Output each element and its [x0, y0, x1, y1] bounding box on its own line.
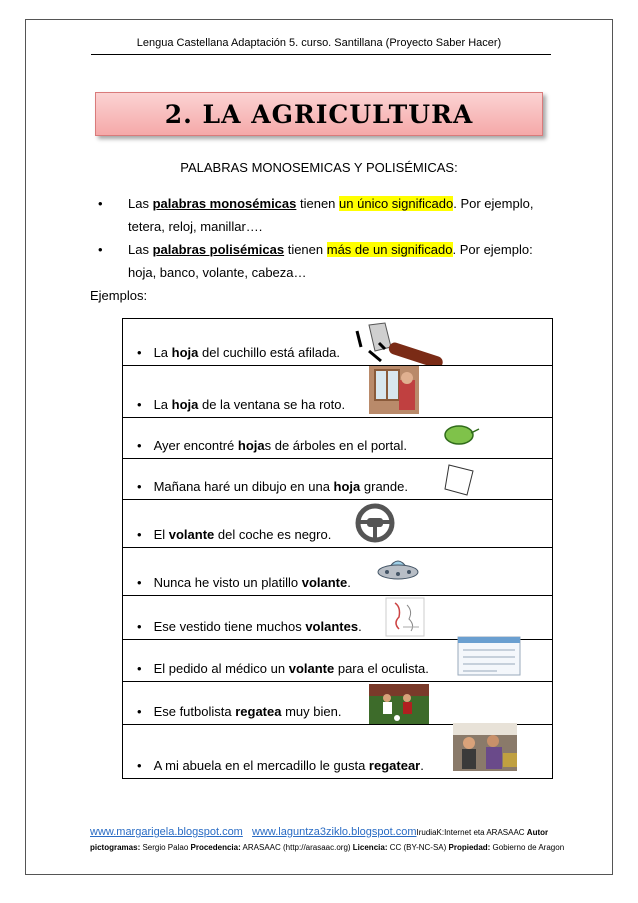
- bullet-icon: •: [137, 758, 142, 773]
- example-text: La: [153, 345, 172, 360]
- example-text: del cuchillo está afilada.: [198, 345, 341, 360]
- example-sentence: [137, 704, 341, 719]
- example-sentence: [137, 619, 362, 634]
- example-keyword: hoja: [171, 345, 199, 360]
- definition-item: [98, 192, 558, 238]
- definition-term: palabras polisémicas: [152, 242, 285, 257]
- example-text: de la ventana se ha roto.: [198, 397, 346, 412]
- definition-text: tienen: [296, 196, 340, 211]
- footer-license-line: [90, 843, 564, 852]
- footer-label: Procedencia:: [190, 843, 241, 852]
- medical-form-icon: [457, 636, 521, 676]
- example-text: muy bien.: [281, 704, 342, 719]
- example-keyword: regatear: [368, 758, 421, 773]
- example-text: s de árboles en el portal.: [264, 438, 407, 453]
- bullet-icon: •: [137, 438, 142, 453]
- window-photo: [369, 366, 419, 414]
- definition-term: palabras monosémicas: [152, 196, 297, 211]
- example-text: del coche es negro.: [214, 527, 332, 542]
- footer-text: CC (BY-NC-SA): [387, 843, 449, 852]
- example-text: La: [153, 397, 172, 412]
- bullet-icon: •: [98, 242, 103, 257]
- table-row: [123, 459, 552, 500]
- bullet-icon: •: [137, 527, 142, 542]
- example-keyword: volante: [168, 527, 215, 542]
- definition-highlight: un único significado: [339, 196, 454, 211]
- definition-list: [98, 192, 558, 284]
- example-text: para el oculista.: [334, 661, 429, 676]
- example-keyword: hoja: [333, 479, 361, 494]
- example-text: .: [358, 619, 362, 634]
- subtitle-colon: :: [454, 160, 458, 175]
- bullet-icon: •: [137, 397, 142, 412]
- example-text: El pedido al médico un: [153, 661, 289, 676]
- example-keyword: hoja: [171, 397, 199, 412]
- footer-credits-line: [90, 826, 548, 838]
- page-title: 2. LA AGRICULTURA: [95, 92, 543, 136]
- bullet-icon: •: [137, 479, 142, 494]
- example-text: Ayer encontré: [153, 438, 238, 453]
- footer-text: Gobierno de Aragon: [490, 843, 565, 852]
- table-row: [123, 366, 552, 418]
- example-sentence: [137, 758, 424, 773]
- table-row: [123, 640, 552, 682]
- example-keyword: volantes: [305, 619, 359, 634]
- example-text: .: [347, 575, 351, 590]
- example-text: Nunca he visto un platillo: [153, 575, 302, 590]
- example-text: El: [153, 527, 169, 542]
- dress-sketch-icon: [385, 597, 425, 637]
- definition-item: [98, 238, 558, 284]
- example-sentence: [137, 527, 331, 542]
- example-text: Ese vestido tiene muchos: [153, 619, 306, 634]
- page-header: Lengua Castellana Adaptación 5. curso. Santillana (Proyecto Saber Hacer): [136, 37, 502, 49]
- footer-label: pictogramas:: [90, 843, 141, 852]
- example-sentence: [137, 575, 351, 590]
- example-keyword: volante: [301, 575, 348, 590]
- example-keyword: regatea: [235, 704, 282, 719]
- example-text: grande.: [360, 479, 408, 494]
- example-text: .: [420, 758, 424, 773]
- footer-link[interactable]: www.margarigela.blogspot.com: [90, 826, 243, 838]
- examples-table: [122, 318, 553, 779]
- footer-text: ARASAAC (http://arasaac.org): [240, 843, 353, 852]
- example-sentence: [137, 397, 345, 412]
- example-keyword: volante: [288, 661, 335, 676]
- footer-text: Sergio Palao: [140, 843, 191, 852]
- definition-text: . Por ejemplo: hoja, banco, volante, cabeza…: [128, 242, 533, 280]
- bullet-icon: •: [137, 345, 142, 360]
- footer-text: IrudiaK:Internet eta ARASAAC: [416, 828, 527, 837]
- example-text: Ese futbolista: [153, 704, 236, 719]
- table-row: [123, 319, 552, 366]
- definition-highlight: más de un significado: [326, 242, 453, 257]
- example-sentence: [137, 345, 340, 360]
- footer-label: Licencia:: [352, 843, 388, 852]
- example-text: Mañana haré un dibujo en una: [153, 479, 334, 494]
- leaf-icon: [441, 422, 481, 448]
- example-sentence: [137, 661, 429, 676]
- bullet-icon: •: [137, 704, 142, 719]
- definition-text: Las: [128, 196, 153, 211]
- bullet-icon: •: [137, 661, 142, 676]
- bullet-icon: •: [137, 619, 142, 634]
- paper-sheet-icon: [443, 461, 477, 497]
- table-row: [123, 725, 552, 778]
- football-photo: [369, 684, 429, 724]
- ufo-icon: [375, 552, 421, 586]
- bullet-icon: •: [98, 196, 103, 211]
- example-text: A mi abuela en el mercadillo le gusta: [153, 758, 369, 773]
- footer-link[interactable]: www.laguntza3ziklo.blogspot.com: [252, 826, 417, 838]
- footer-label: Autor: [526, 828, 549, 837]
- knife-icon: [341, 321, 453, 365]
- definition-text: tienen: [284, 242, 327, 257]
- bullet-icon: •: [137, 575, 142, 590]
- header-rule: [91, 54, 551, 55]
- example-keyword: hoja: [237, 438, 265, 453]
- section-subtitle: [0, 160, 638, 175]
- footer-label: Propiedad:: [448, 843, 491, 852]
- table-row: [123, 418, 552, 459]
- definition-text: . Por ejemplo, tetera, reloj, manillar….: [128, 196, 534, 234]
- table-row: [123, 548, 552, 596]
- table-row: [123, 500, 552, 548]
- steering-wheel-icon: [353, 503, 397, 543]
- table-row: [123, 596, 552, 640]
- subtitle-text: PALABRAS MONOSEMICAS Y POLISÉMICAS: [180, 160, 455, 175]
- table-row: [123, 682, 552, 725]
- example-sentence: [137, 438, 407, 453]
- market-photo: [453, 723, 517, 771]
- examples-label: Ejemplos:: [90, 288, 148, 303]
- definition-text: Las: [128, 242, 153, 257]
- example-sentence: [137, 479, 408, 494]
